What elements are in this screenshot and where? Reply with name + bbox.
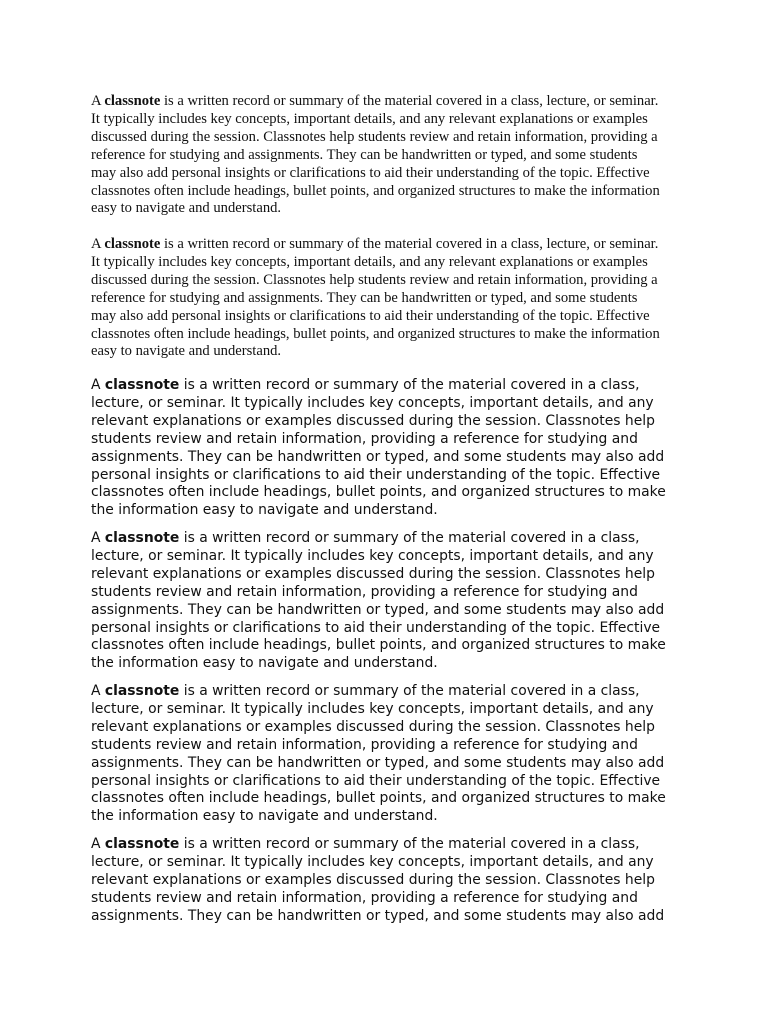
paragraph-2	[91, 236, 681, 361]
paragraph-line: the information easy to navigate and understand.	[91, 502, 438, 519]
paragraph-line: personal insights or clarifications to aid their understanding of the topic. Effective	[91, 619, 661, 636]
paragraph-line: lecture, or seminar. It typically includes key concepts, important details, and any	[91, 853, 654, 870]
paragraph-line: classnotes often include headings, bullet points, and organized structures to make	[91, 484, 666, 501]
paragraph-line: It typically includes key concepts, important details, and any relevant explanations or examples	[91, 253, 648, 270]
bold-term: classnote	[104, 93, 161, 109]
paragraph-1	[91, 93, 681, 218]
paragraph-line: easy to navigate and understand.	[91, 343, 282, 360]
paragraph-line: classnotes often include headings, bullet points, and organized structures to make	[91, 637, 666, 654]
bold-term: classnote	[104, 530, 180, 546]
paragraph-line: A classnote is a written record or summary of the material covered in a class, lecture, or seminar.	[91, 93, 659, 109]
paragraph-line: students review and retain information, providing a reference for studying and	[91, 583, 638, 600]
paragraph-line: reference for studying and assignments. They can be handwritten or typed, and some students	[91, 289, 638, 306]
paragraph-line: reference for studying and assignments. They can be handwritten or typed, and some students	[91, 146, 638, 163]
paragraph-line: personal insights or clarifications to aid their understanding of the topic. Effective	[91, 772, 661, 789]
paragraph-line: classnotes often include headings, bullet points, and organized structures to make	[91, 790, 666, 807]
bold-term: classnote	[104, 836, 180, 852]
bold-term: classnote	[104, 236, 161, 252]
paragraph-line: relevant explanations or examples discussed during the session. Classnotes help	[91, 565, 655, 582]
paragraph-line: A classnote is a written record or summary of the material covered in a class, lecture, or seminar.	[91, 236, 659, 252]
paragraph-line: may also add personal insights or clarifications to aid their understanding of the topic. Effective	[91, 307, 650, 324]
paragraph-line: A classnote is a written record or summary of the material covered in a class,	[91, 683, 640, 699]
paragraph-line: relevant explanations or examples discussed during the session. Classnotes help	[91, 871, 655, 888]
paragraph-line: relevant explanations or examples discussed during the session. Classnotes help	[91, 718, 655, 735]
paragraph-line: lecture, or seminar. It typically includes key concepts, important details, and any	[91, 700, 654, 717]
paragraph-line: discussed during the session. Classnotes help students review and retain information, providing a	[91, 271, 658, 288]
paragraph-line: students review and retain information, providing a reference for studying and	[91, 736, 638, 753]
paragraph-line: easy to navigate and understand.	[91, 200, 282, 217]
paragraph-line: students review and retain information, providing a reference for studying and	[91, 430, 638, 447]
paragraph-line: It typically includes key concepts, important details, and any relevant explanations or examples	[91, 110, 648, 127]
paragraph-3	[91, 377, 671, 520]
paragraph-line: assignments. They can be handwritten or typed, and some students may also add	[91, 754, 665, 771]
paragraph-5	[91, 683, 671, 826]
paragraph-line: the information easy to navigate and understand.	[91, 808, 438, 825]
paragraph-line: may also add personal insights or clarifications to aid their understanding of the topic. Effective	[91, 164, 650, 181]
paragraph-line: relevant explanations or examples discussed during the session. Classnotes help	[91, 412, 655, 429]
paragraph-line: assignments. They can be handwritten or typed, and some students may also add	[91, 601, 665, 618]
paragraph-line: classnotes often include headings, bullet points, and organized structures to make the information	[91, 182, 660, 199]
paragraph-line: classnotes often include headings, bullet points, and organized structures to make the information	[91, 325, 660, 342]
paragraph-line: students review and retain information, providing a reference for studying and	[91, 889, 638, 906]
paragraph-4	[91, 530, 671, 673]
paragraph-line: lecture, or seminar. It typically includes key concepts, important details, and any	[91, 394, 654, 411]
paragraph-line: assignments. They can be handwritten or typed, and some students may also add	[91, 448, 665, 465]
paragraph-6	[91, 836, 671, 926]
paragraph-line: lecture, or seminar. It typically includes key concepts, important details, and any	[91, 547, 654, 564]
paragraph-line: A classnote is a written record or summary of the material covered in a class,	[91, 377, 640, 393]
paragraph-line: discussed during the session. Classnotes help students review and retain information, providing a	[91, 128, 658, 145]
paragraph-line: personal insights or clarifications to aid their understanding of the topic. Effective	[91, 466, 661, 483]
paragraph-line: A classnote is a written record or summary of the material covered in a class,	[91, 530, 640, 546]
bold-term: classnote	[104, 377, 180, 393]
paragraph-line: the information easy to navigate and understand.	[91, 655, 438, 672]
bold-term: classnote	[104, 683, 180, 699]
paragraph-line: assignments. They can be handwritten or typed, and some students may also add	[91, 907, 665, 924]
paragraph-line: A classnote is a written record or summary of the material covered in a class,	[91, 836, 640, 852]
